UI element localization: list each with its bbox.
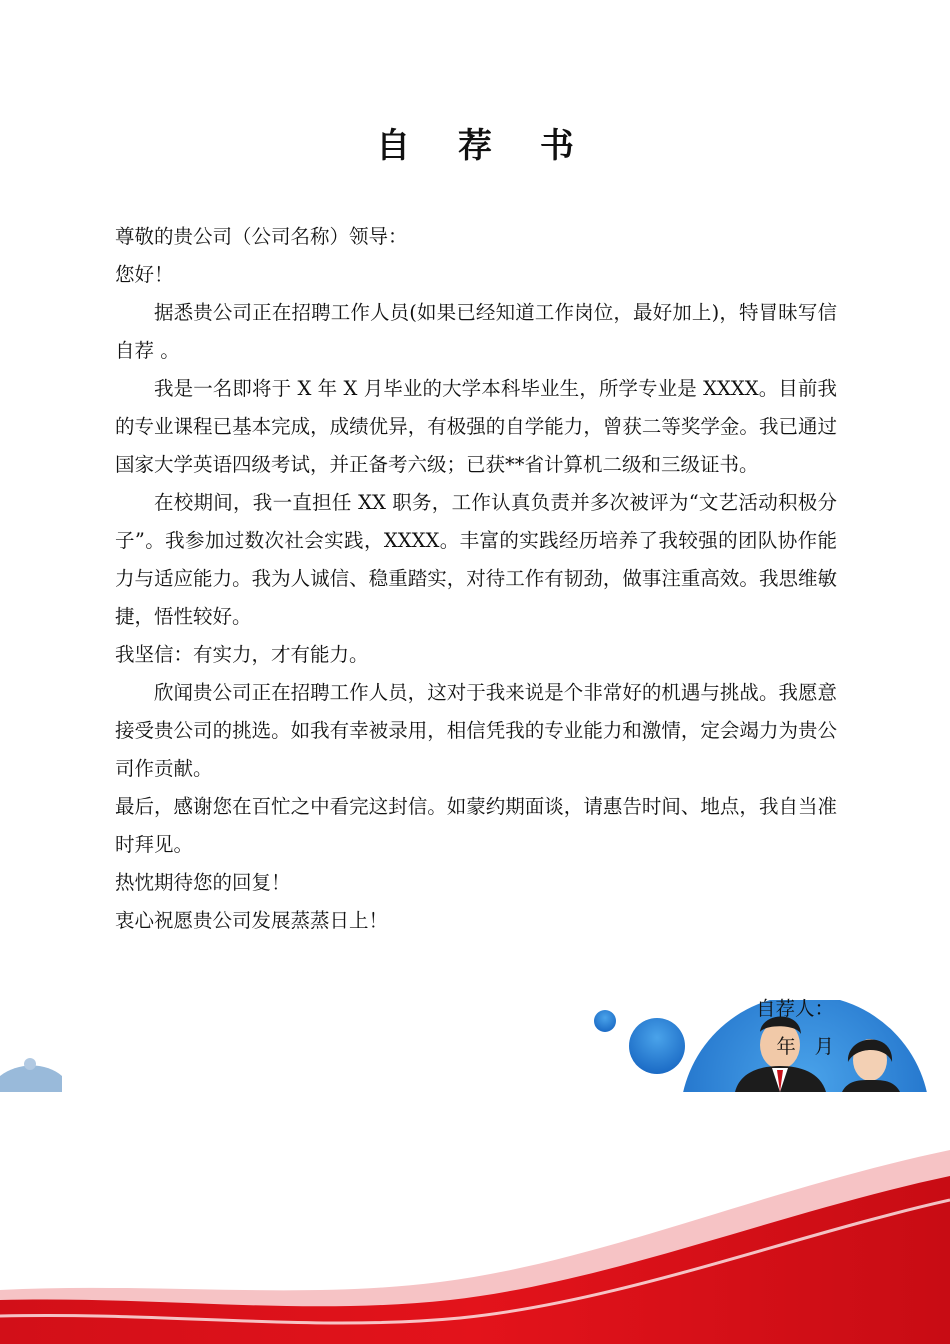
belief-line: 我坚信：有实力，才有能力。 — [115, 643, 369, 666]
closing-thanks: 最后，感谢您在百忙之中看完这封信。如蒙约期面谈，请惠告时间、地点，我自当准时拜见。 — [115, 795, 837, 856]
greeting: 您好！ — [115, 263, 174, 286]
paragraph-education: 我是一名即将于 X 年 X 月毕业的大学本科毕业生，所学专业是 XXXX。目前我的专业课程已基本完成，成绩优异，有极强的自学能力，曾获二等奖学金。我已通过国家大学英语四级考试，并正备考六级；已获**省计算机二级和三级证书。 — [115, 377, 837, 476]
salutation: 尊敬的贵公司（公司名称）领导： — [115, 225, 408, 248]
signature-block — [756, 990, 834, 1066]
paragraph-opportunity: 欣闻贵公司正在招聘工作人员，这对于我来说是个非常好的机遇与挑战。我愿意接受贵公司的挑选。如我有幸被录用，相信凭我的专业能力和激情，定会竭力为贵公司作贡献。 — [115, 681, 837, 780]
signer-label: 自荐人： — [755, 997, 834, 1020]
closing-wait: 热忱期待您的回复！ — [115, 871, 291, 894]
bubble-small — [594, 1010, 616, 1032]
date-label: 年 月 — [776, 1035, 834, 1058]
left-ornament — [0, 1058, 62, 1092]
bubble-medium — [629, 1018, 685, 1074]
document-title: 自 荐 书 — [376, 126, 592, 166]
paragraph-intro: 据悉贵公司正在招聘工作人员(如果已经知道工作岗位，最好加上)，特冒昧写信自荐 。 — [115, 301, 837, 362]
closing-wish: 衷心祝愿贵公司发展蒸蒸日上！ — [115, 909, 389, 932]
paragraph-campus: 在校期间，我一直担任 XX 职务，工作认真负责并多次被评为“文艺活动积极分子”。我参加过数次社会实践，XXXX。丰富的实践经历培养了我较强的团队协作能力与适应能力。我为人诚信、稳重踏实，对待工作有韧劲，做事注重高效。我思维敏捷，悟性较好。 — [115, 491, 837, 628]
